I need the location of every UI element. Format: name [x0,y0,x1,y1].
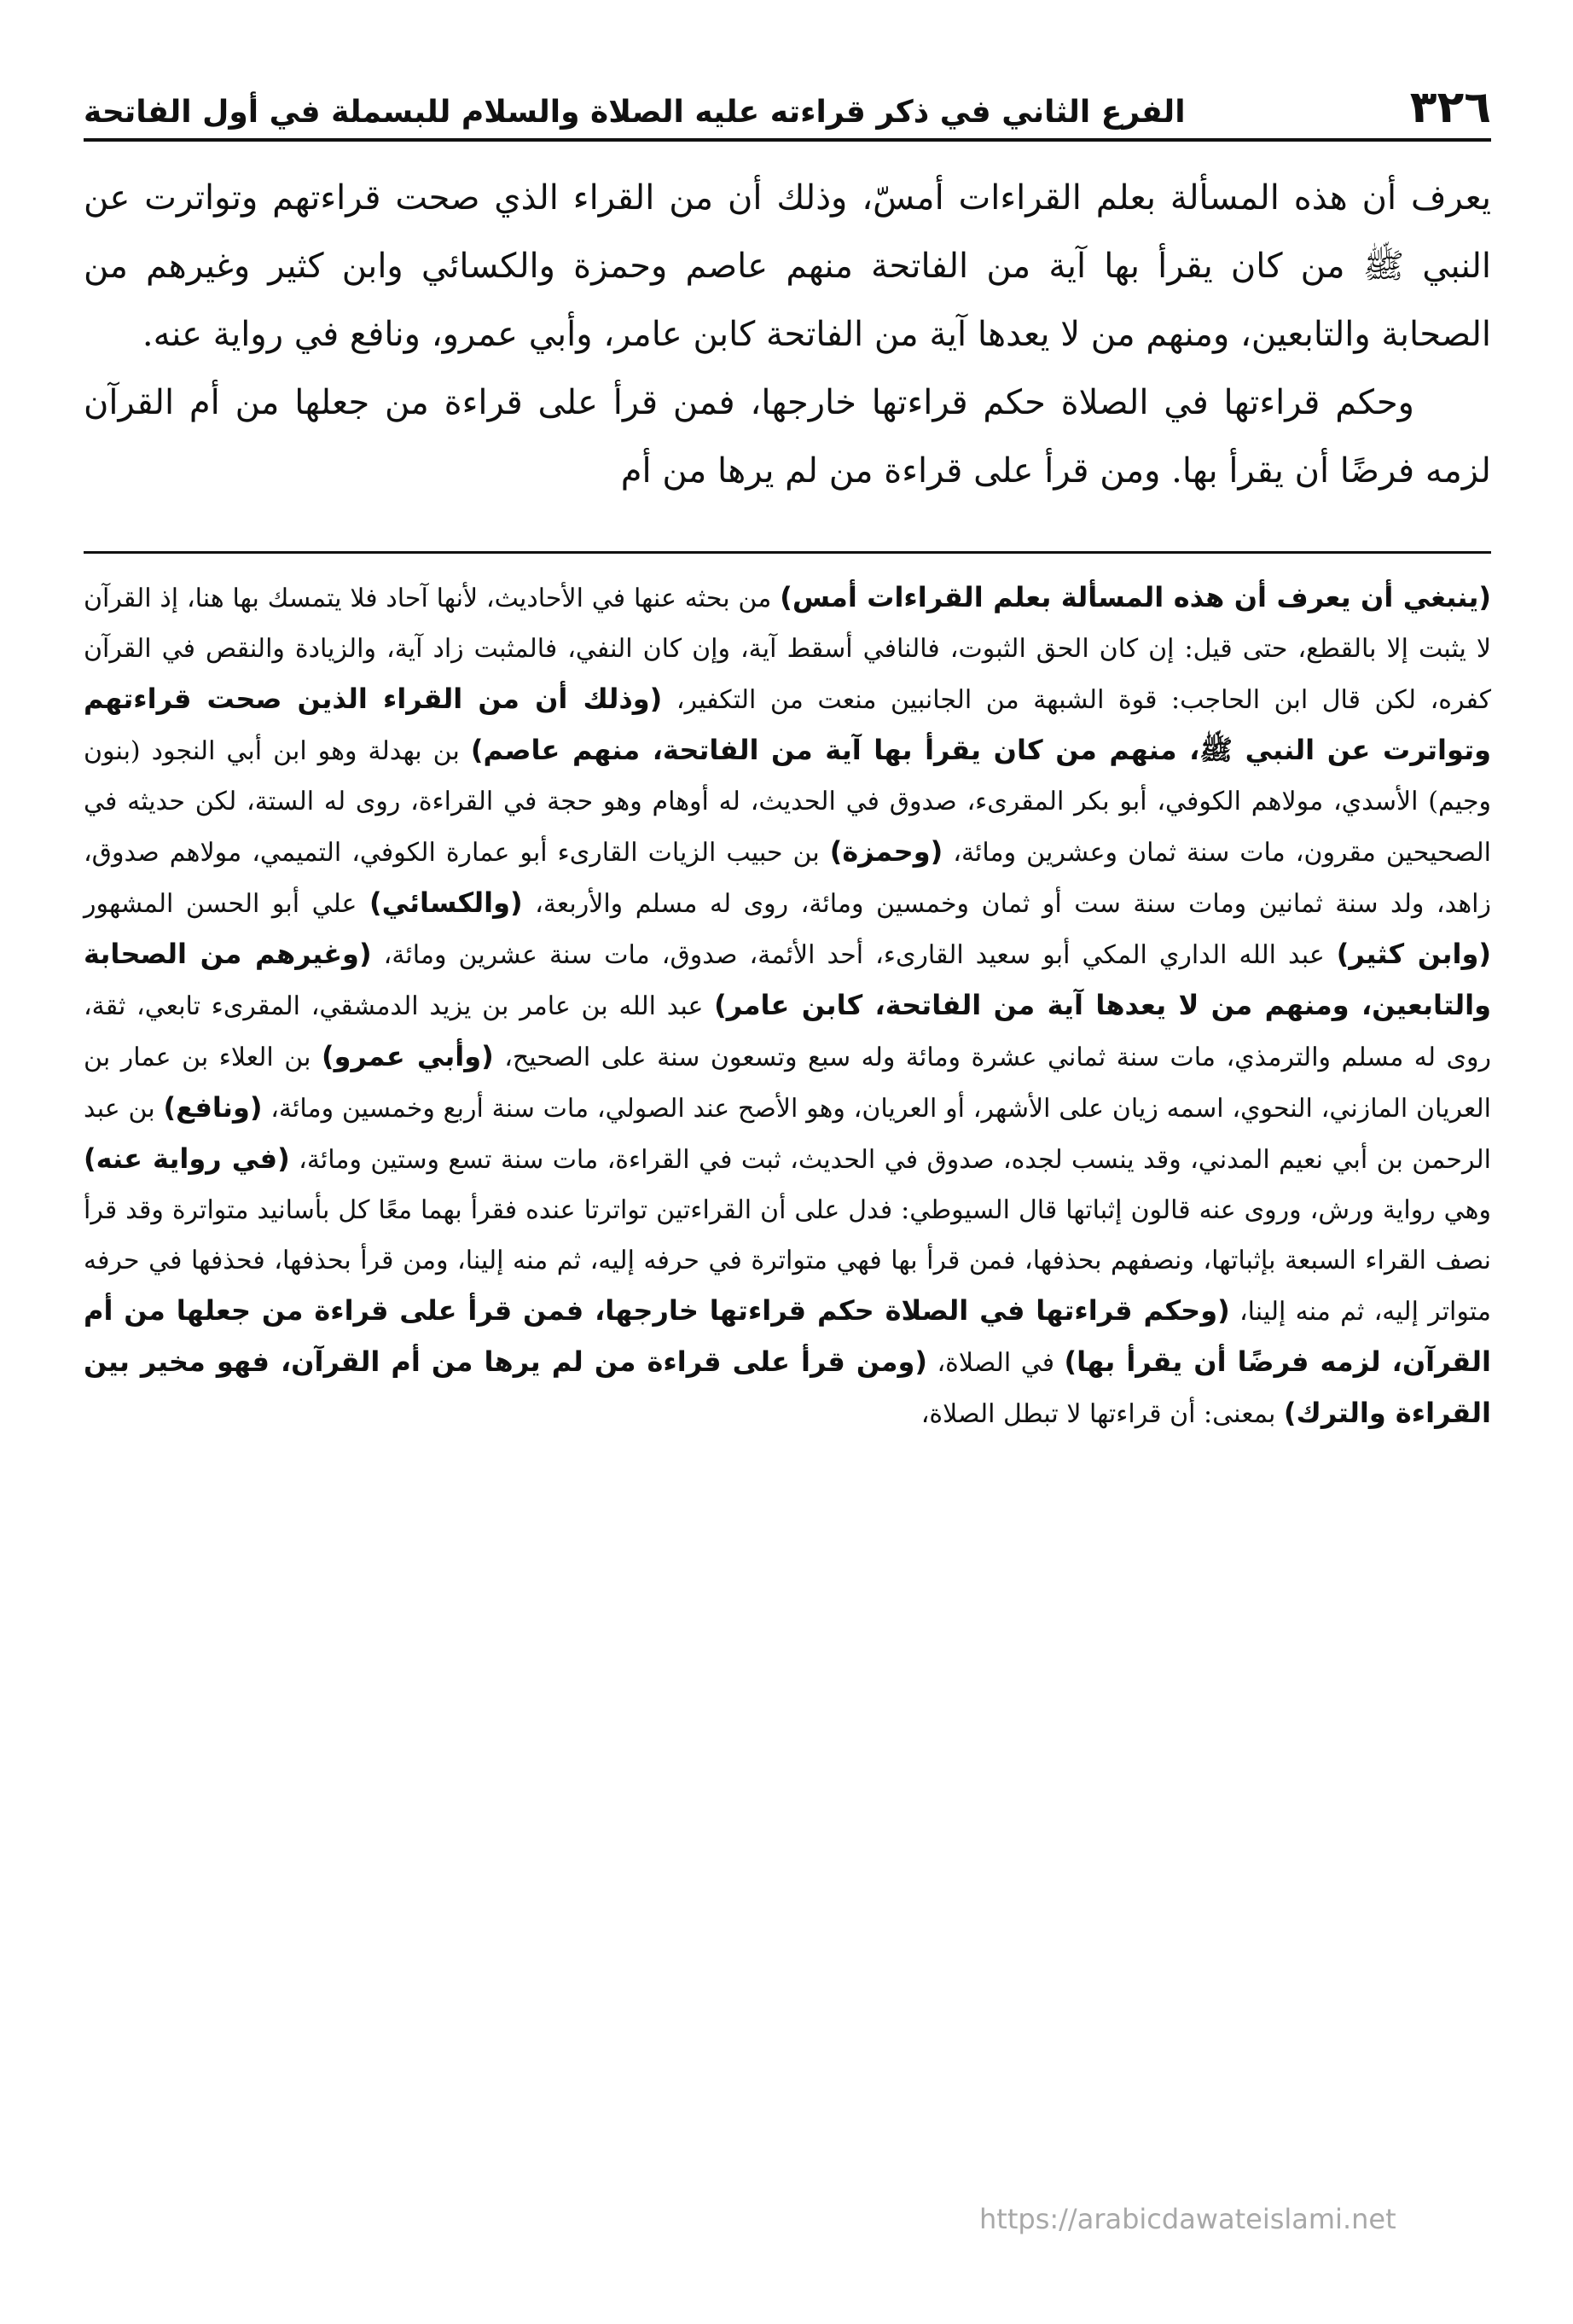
quoted-matn: (في رواية عنه) [84,1142,290,1175]
commentary-text: من بحثه عنها في الأحاديث، لأنها آحاد فلا يتمسك بها هنا، إذ القرآن لا يثبت إلا بالقطع، حتى قيل: إن كان الحق الثبوت، فالنافي أسقط آية، وإن كان النفي، فالمثبت زاد آية، والزيادة والنقص في القرآن كفره، لكن قال ابن الحاجب: قوة الشبهة من الجانبين منعت من التكفير، [84,584,1492,715]
quoted-matn: (والكسائي) [369,886,523,919]
commentary [84,572,1491,1439]
quoted-matn: (وابن كثير) [1336,938,1492,970]
quoted-matn: (وغيرهم من الصحابة والتابعين، ومنهم من لا يعدها آية من الفاتحة، كابن عامر) [84,938,1492,1021]
commentary-text: علي أبو الحسن المشهور [84,889,369,919]
watermark-url: https://arabicdawateislami.net [979,2203,1396,2235]
main-text [84,164,1491,505]
page-number: ٣٢٦ [1409,82,1491,133]
quoted-matn: (وحمزة) [829,835,943,868]
commentary-text: بن العلاء بن عمار بن العريان المازني، النحوي، اسمه زيان على الأشهر، أو العريان، وهو الأصح عند الصولي، مات سنة أربع وخمسين ومائة، [84,1043,1491,1124]
quoted-matn: (وذلك أن من القراء الذين صحت قراءتهم وتواترت عن النبي ﷺ، منهم من كان يقرأ بها آية من الفاتحة، منهم عاصم) [84,683,1491,766]
running-title: الفرع الثاني في ذكر قراءته عليه الصلاة والسلام للبسملة في أول الفاتحة [84,95,1186,131]
quoted-matn: (وحكم قراءتها في الصلاة حكم قراءتها خارجها، فمن قرأ على قراءة من جعلها من أم القرآن، لزمه فرضًا أن يقرأ بها) [84,1294,1492,1378]
quoted-matn: (ينبغي أن يعرف أن هذه المسألة بعلم القراءات أمس) [780,581,1491,613]
quoted-matn: (ومن قرأ على قراءة من لم يرها من أم القرآن، فهو مخير بين القراءة والترك) [84,1345,1491,1429]
commentary-text: في الصلاة، [927,1348,1065,1378]
commentary-text: بمعنى: أن قراءتها لا تبطل الصلاة، [920,1399,1284,1429]
commentary-text: بن بهدلة وهو ابن أبي النجود (بنون وجيم) الأسدي، مولاهم الكوفي، أبو بكر المقرىء، صدوق في الحديث، له أوهام وهو حجة في القراءة، روى له الستة، لكن حديثه في الصحيحين مقرون، مات سنة ثمان وعشرين ومائة، [84,736,1491,868]
main-paragraph-2: وحكم قراءتها في الصلاة حكم قراءتها خارجها، فمن قرأ على قراءة من جعلها من أم القرآن لزمه فرضًا أن يقرأ بها. ومن قرأ على قراءة من لم يرها من أم [84,383,1491,491]
footnote-divider [84,551,1491,554]
quoted-matn: (ونافع) [163,1091,263,1124]
page-header [84,60,1491,142]
commentary-text: بن حبيب الزيات القارىء أبو عمارة الكوفي، التميمي، مولاهم صدوق، زاهد، ولد سنة ثمانين ومات سنة ست أو ثمان وخمسين ومائة، روى له مسلم والأربعة، [84,838,1491,919]
commentary-text: عبد الله الداري المكي أبو سعيد القارىء، أحد الأئمة، صدوق، مات سنة عشرين ومائة، [371,940,1337,970]
commentary-paragraph [84,572,1491,1439]
quoted-matn: (وأبي عمرو) [321,1040,494,1072]
commentary-text: بن عبد الرحمن بن أبي نعيم المدني، وقد ينسب لجده، صدوق في الحديث، ثبت في القراءة، مات سنة تسع وستين ومائة، [84,1094,1491,1175]
commentary-text: عبد الله بن عامر بن يزيد الدمشقي، المقرىء تابعي، ثقة، روى له مسلم والترمذي، مات سنة ثماني عشرة ومائة وله سبع وتسعون سنة على الصحيح، [84,991,1491,1072]
book-page [84,60,1491,2278]
commentary-text: وهي رواية ورش، وروى عنه قالون إثباتها قال السيوطي: فدل على أن القراءتين تواترتا عنده فقرأ بهما معًا كل بأسانيد متواترة وقد قرأ نصف القراء السبعة بإثباتها، ونصفهم بحذفها، فمن قرأ بها فهي متواترة في حرفه إليه، ثم منه إلينا، ومن قرأ بحذفها، فحذفها في حرفه متواتر إليه، ثم منه إلينا، [84,1195,1491,1327]
main-paragraph-1: يعرف أن هذه المسألة بعلم القراءات أمسّ، وذلك أن من القراء الذي صحت قراءتهم وتواترت عن النبي ﷺ من كان يقرأ بها آية من الفاتحة منهم عاصم وحمزة والكسائي وابن كثير وغيرهم من الصحابة والتابعين، ومنهم من لا يعدها آية من الفاتحة كابن عامر، وأبي عمرو، ونافع في رواية عنه. [84,178,1491,354]
